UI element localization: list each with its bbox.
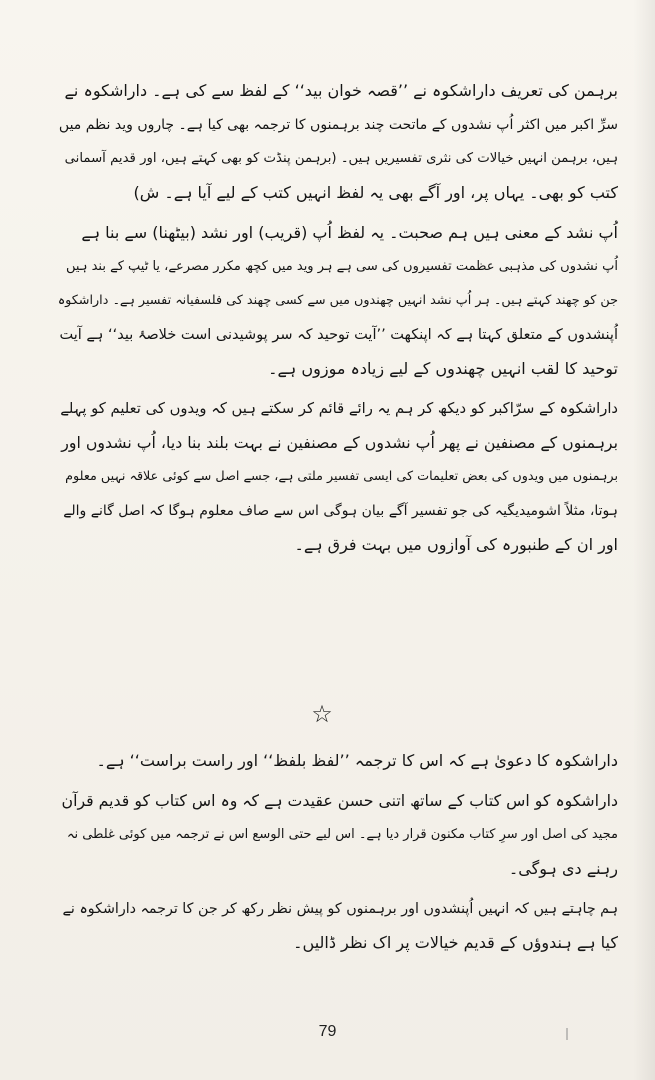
text-line: کیا ہے ہندوؤں کے قدیم خیالات پر اک نظر ڈالیں۔ — [293, 933, 618, 952]
page-number: 79 — [318, 1023, 337, 1040]
star-ornament-icon: ☆ — [311, 700, 333, 728]
text-line: جن کو چھند کہتے ہیں۔ ہر اُپ نشد انہیں چھندوں میں سے کسی چھند کی فلسفیانہ تفسیر ہے۔ داراشکوہ — [57, 293, 618, 308]
text-line: اُپنشدوں کے متعلق کہتا ہے کہ اپنکھت ’’آیت توحید کہ سر پوشیدنی است خلاصۂ بید‘‘ ہے آیت — [59, 327, 618, 343]
text-line: اُپ نشد کے معنی ہیں ہم صحبت۔ یہ لفظ اُپ (قریب) اور نشد (بیٹھنا) سے بنا ہے — [81, 223, 618, 242]
text-line: برہمنوں کے مصنفین نے پھر اُپ نشدوں کے مصنفین نے بہت بلند بنا دیا، اُپ نشدوں اور — [61, 433, 618, 452]
text-line: مجید کی اصل اور سرِ کتاب مکنون قرار دیا ہے۔ اس لیے حتی الوسع اس نے ترجمہ میں کوئی غلطی نہ — [66, 827, 618, 842]
text-line: توحید کا لقب انہیں چھندوں کے لیے زیادہ موزوں ہے۔ — [268, 359, 618, 378]
main-text-block — [58, 74, 618, 562]
page-edge-shadow — [633, 0, 655, 1080]
paragraph-upanishad-meaning — [58, 216, 618, 386]
paragraph-devotion — [58, 784, 618, 886]
paragraph-sirr-e-akbar — [58, 392, 618, 562]
text-line: کتب کو بھی۔ یہاں پر، اور آگے بھی یہ لفظ انہیں کتب کے لیے آیا ہے۔ ش) — [133, 183, 618, 202]
text-line: داراشکوہ کے سرّاکبر کو دیکھ کر ہم یہ رائے قائم کر سکتے ہیں کہ ویدوں کی تعلیم کو پہلے — [60, 400, 618, 417]
text-line: سرِّ اکبر میں اکثر اُپ نشدوں کے ماتحت چند برہمنوں کا ترجمہ بھی کیا ہے۔ چاروں وید نظم میں — [58, 117, 618, 133]
secondary-text-block — [58, 744, 618, 960]
paragraph-translation-claim — [58, 744, 618, 778]
text-line: ہیں، برہمن انہیں خیالات کی نثری تفسیریں ہیں۔ (برہمن پنڈت کو بھی کہتے ہیں، اور قدیم آسمانی — [64, 151, 618, 166]
text-line: ہم چاہتے ہیں کہ انہیں اُپنشدوں اور برہمنوں کو پیش نظر رکھ کر جن کا ترجمہ داراشکوہ نے — [62, 901, 618, 917]
paragraph-brahman-definition — [58, 74, 618, 210]
text-line: برہمنوں میں ویدوں کی بعض تعلیمات کی ایسی تفسیر ملتی ہے، جسے اصل سے کوئی علاقہ نہیں معلوم — [65, 469, 618, 484]
paragraph-closing — [58, 892, 618, 960]
text-line: ہوتا، مثلاً اشومیدیگیہ کی جو تفسیر آگے بیان ہوگی اس سے صاف معلوم ہوگا کہ اصل گانے والے — [63, 503, 618, 519]
text-line: رہنے دی ہوگی۔ — [508, 859, 618, 878]
text-line: برہمن کی تعریف داراشکوہ نے ’’قصہ خوان بید‘‘ کے لفظ سے کی ہے۔ داراشکوہ نے — [64, 81, 618, 100]
text-line: داراشکوہ کو اس کتاب کے ساتھ اتنی حسن عقیدت ہے کہ وہ اس کتاب کو قدیم قرآن — [61, 791, 618, 810]
text-line: اور ان کے طنبورہ کی آوازوں میں بہت فرق ہے۔ — [294, 535, 618, 554]
text-line: اُپ نشدوں کی مذہبی عظمت تفسیروں کی سی ہے ہر وید میں کچھ مکرر مصرعے، یا ٹیپ کے بند ہیں — [66, 259, 618, 274]
margin-mark — [566, 1028, 568, 1040]
text-line: داراشکوہ کا دعویٰ ہے کہ اس کا ترجمہ ’’لفظ بلفظ‘‘ اور راست براست‘‘ ہے۔ — [96, 751, 618, 770]
